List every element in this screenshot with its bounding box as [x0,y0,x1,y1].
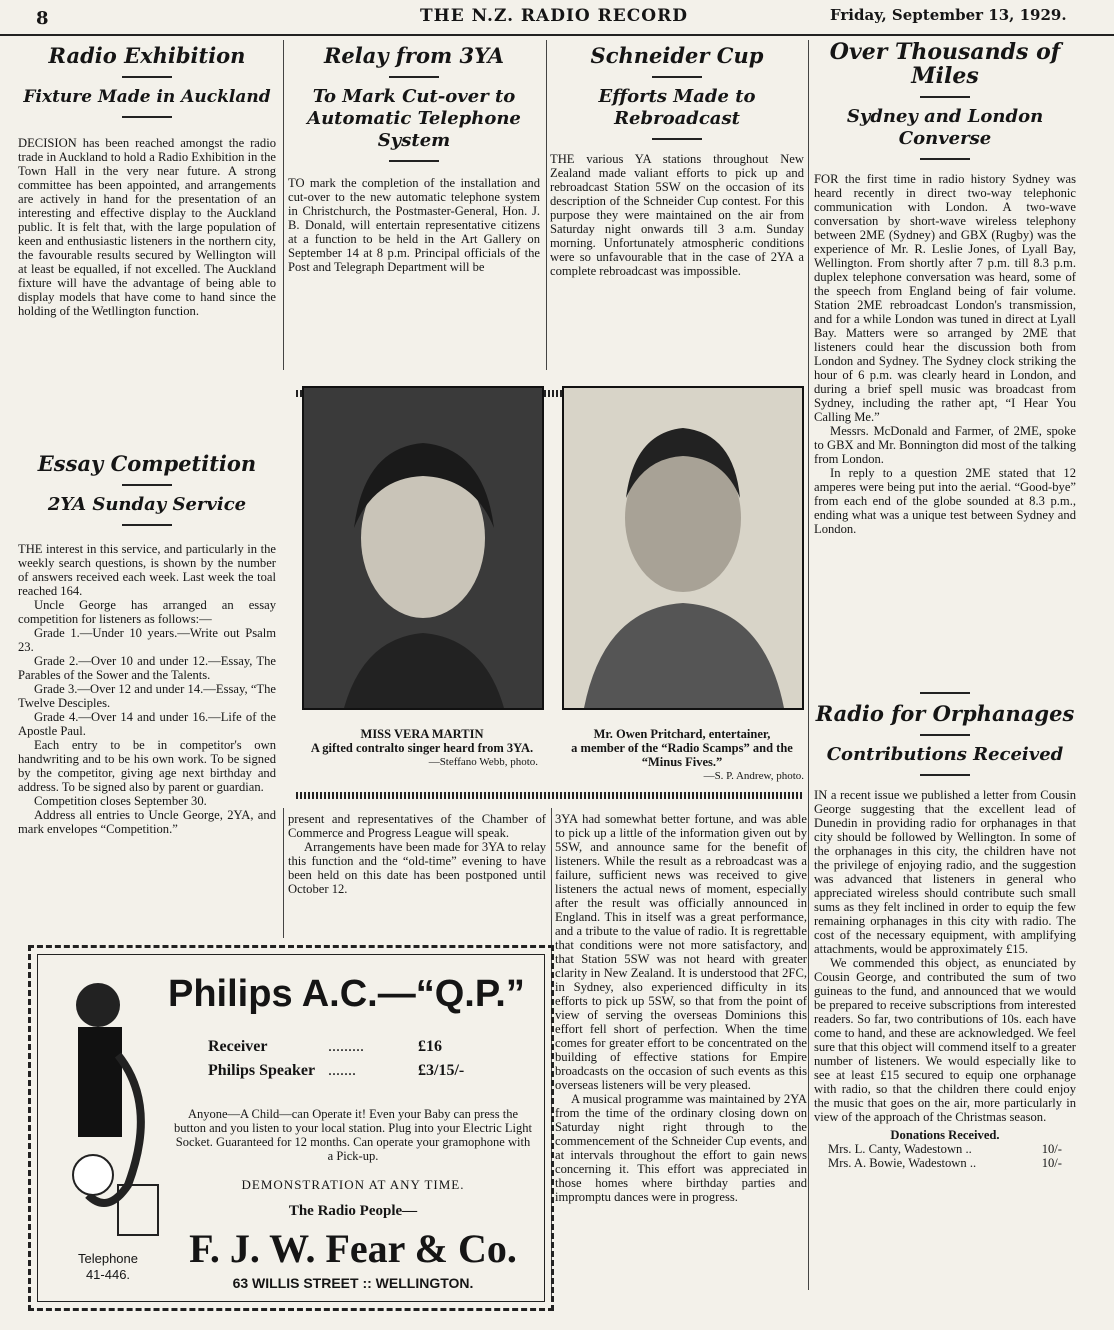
portrait-photo [302,386,544,710]
item-price: £3/15/- [418,1062,465,1079]
donor-name: Mrs. L. Canty, Wadestown .. [828,1142,972,1156]
article-paragraph: Messrs. McDonald and Farmer, of 2ME, spoke to GBX and Mr. Bonnington did most of the talking from London. [814,424,1076,466]
photo-caption [560,727,804,783]
headline: Radio Exhibition [48,43,246,68]
article-paragraph: IN a recent issue we published a letter from Cousin George suggesting that the excellent lead of Dunedin in providing radio for orphanages in that city should be followed by Wellington. In some of the orphanages in this city, the children have not the privilege of enjoying radio, and the suggestion was advanced that listeners in general who appreciated wireless should contribute such small sums as they felt inclined in order to equip the few remaining orphanages in this city with radio. The cost of the necessary equipment, with amplifying attachments, would be approximately £15. [814,788,1076,956]
article-paragraph: Address all entries to Uncle George, 2YA, and mark envelopes “Competition.” [18,808,276,836]
donation-amount: 10/- [1041,1142,1062,1156]
donation-row [814,1142,1076,1156]
photo-caption [306,727,538,769]
divider [920,96,970,98]
item-price: £16 [418,1038,442,1055]
item-leader: ....... [328,1062,356,1079]
divider [652,76,702,78]
divider [920,158,970,160]
caption-text: A gifted contralto singer heard from 3YA. [310,741,534,755]
donor-name: Mrs. A. Bowie, Wadestown .. [828,1156,977,1170]
article-paragraph: FOR the first time in radio history Sydney was heard recently in direct two-way telephonic communication with London. A two-wave conversation by short-wave wireless telephony between 2ME (Sydney) and GBX (Rugby) was the experience of Mr. R. Leslie Jones, of Lyall Bay, Wellington. From shortly after 7 p.m. till 8.3 p.m. duplex telephone conversation was heard, some of the speech from England being of fair volume. Station 2ME rebroadcast London's transmission, and for a while London was tuned in direct at Lyall Bay. Matters were so arranged by 2ME that listeners could hear the discussion both from London and Sydney. The Sydney clock striking the hour of 6 p.m. was clearly heard in London, and during a brief spell music was broadcast from Sydney, including the rather apt, “I Hear You Calling Me.” [814,172,1076,424]
divider [920,734,970,736]
portrait-photo [562,386,804,710]
article-radio-orphanages [814,692,1076,1170]
article-schneider-cup [550,44,804,278]
donations-title: Donations Received. [890,1128,1000,1142]
divider [122,484,172,486]
article-paragraph: Arrangements have been made for 3YA to relay this function and the “old-time” evening to have been held on this date has been postponed until October 12. [288,840,546,896]
divider [920,692,970,694]
ad-demo: DEMONSTRATION AT ANY TIME. [241,1177,465,1192]
list-item: Grade 3.—Over 12 and under 14.—Essay, “The Twelve Desciples. [18,682,276,710]
column-rule [283,808,284,938]
headline: Schneider Cup [590,43,764,68]
ad-frame [37,954,545,1302]
article-paragraph: DECISION has been reached amongst the radio trade in Auckland to hold a Radio Exhibition in the Town Hall in the very near future. A strong committee has been appointed, and arrangements are actively in hand for the presentation of an interesting and effective display to the Auckland public. It is felt that, with the large population of keen and enthusiastic listeners in the northern city, the favourable results secured by Wellington will at least be equalled, if not excelled. The Auckland fixture will have the advantage of being able to display models that have come to hand since the holding of the Wetllington function. [18,136,276,318]
article-paragraph: A musical programme was maintained by 2YA from the time of the ordinary closing down on Saturday night right through to the commencement of the Schneider Cup events, and at intervals throughout the effort to gain news concerning it. This effort was appreciated in those homes where birthday parties and impromptu dances were in progress. [555,1092,807,1204]
item-leader: ......... [328,1038,364,1055]
page-number: 8 [36,8,49,29]
price-row [208,1059,508,1083]
subheadline: Sydney and London Converse [846,106,1044,149]
publication-title: THE N.Z. RADIO RECORD [420,6,688,26]
article-essay-competition [18,452,276,836]
item-label: Philips Speaker [208,1062,316,1079]
column-rule [283,40,284,370]
masthead [0,0,1114,36]
portrait-icon [304,388,542,708]
portrait-icon [564,388,802,708]
headline: Essay Competition [37,451,257,476]
ad-price-list [208,1035,508,1083]
divider [920,774,970,776]
issue-date: Friday, September 13, 1929. [830,6,1067,24]
ad-tagline: The Radio People— [288,1203,418,1219]
list-item: Grade 4.—Over 14 and under 16.—Life of the Apostle Paul. [18,710,276,738]
article-paragraph: Competition closes September 30. [34,794,207,808]
donation-row [814,1156,1076,1170]
article-paragraph: 3YA had somewhat better fortune, and was able to pick up a little of the information given out by 5SW, and announce same for the benefit of listeners. While the result as a rebroadcast was a failure, sufficient news was received to give listeners the actual news of moment, especially after the result was officially announced in England. This in itself was a great performance, and a tribute to the value of radio. It is regrettable that conditions were not more satisfactory, and that Station 5SW was not heard with greater clarity in New Zealand. It is understood that 2FC, in Sydney, also experienced difficulty in its efforts to pick up 5SW, so that from the point of view of serving the overseas Dominions this effort fell short of perfection. When the time comes for greater effort to be concentrated on the building of effective stations for Empire broadcasts on the occasion of such events as this overseas listeners will be very pleased. [555,812,807,1092]
company-name: F. J. W. Fear & Co. [189,1226,517,1271]
divider [652,138,702,140]
ad-blurb: Anyone—A Child—can Operate it! Even your Baby can press the button and you listen to your local station. Plug into your Electric Light Socket. Guaranteed for 12 months. Can operate your gramophone with a Pick-up. [174,1107,532,1163]
article-paragraph: TO mark the completion of the installation and cut-over to the new automatic telephone system in Christchurch, the Postmaster-General, Hon. J. B. Donald, will entertain representative citizens at a function to be held in the Art Gallery on September 14 at 8 p.m. Principal officials of the Post and Telegraph Department will be [288,176,540,274]
saxophone-player-icon [48,965,168,1245]
column-rule [808,40,809,1290]
donation-amount: 10/- [1041,1156,1062,1170]
headline: Radio for Orphanages [815,701,1075,726]
phone-number: 41-446. [85,1267,131,1282]
photo-credit: —S. P. Andrew, photo. [703,770,804,782]
ad-title: Philips A.C.—“Q.P.” [168,973,525,1015]
caption-text: a member of the “Radio Scamps” and the “Minus Fives.” [571,741,793,769]
philips-advertisement [28,945,554,1311]
article-radio-exhibition [18,44,276,318]
price-row [208,1035,508,1059]
subheadline: Contributions Received [826,744,1064,765]
article-paragraph: present and representatives of the Chamber of Commerce and Progress League will speak. [288,812,546,840]
caption-name: MISS VERA MARTIN [360,727,484,741]
article-relay-3ya [288,44,540,274]
divider [389,160,439,162]
photo-border-bottom [296,792,804,799]
item-label: Receiver [208,1038,268,1055]
divider [122,116,172,118]
column-rule [546,40,547,370]
article-paragraph: Uncle George has arranged an essay competition for listeners as follows:— [18,598,276,626]
list-item: Grade 2.—Over 10 and under 12.—Essay, The Parables of the Sower and the Talents. [18,654,276,682]
subheadline: To Mark Cut-over to Automatic Telephone System [307,86,521,151]
article-thousands-of-miles [814,40,1076,536]
article-paragraph: THE various YA stations throughout New Zealand made valiant efforts to pick up and rebroadcast Station 5SW on the occasion of its description of the Schneider Cup contest. For this purpose they were maintained on the air from Saturday night onwards till 3 a.m. Sunday morning. Unfortunately atmospheric conditions were so unfavourable that in the case of 2YA a complete rebroadcast was impossible. [550,152,804,278]
phone-label: Telephone [78,1251,138,1266]
photo-credit: —Steffano Webb, photo. [428,756,538,768]
article-relay-3ya-continued [288,812,546,896]
ad-phone [58,1251,158,1283]
headline: Relay from 3YA [323,43,505,68]
company-address: 63 WILLIS STREET :: WELLINGTON. [232,1275,474,1291]
divider [122,524,172,526]
subheadline: 2YA Sunday Service [47,494,247,515]
article-paragraph: Each entry to be in competitor's own handwriting and to be his own work. To be signed by the competitor, giving age next birthday and address. To be signed also by parent or guardian. [18,738,276,794]
divider [122,76,172,78]
subheadline: Efforts Made to Rebroadcast [598,86,756,129]
list-item: Grade 1.—Under 10 years.—Write out Psalm 23. [18,626,276,654]
article-paragraph: THE interest in this service, and particularly in the weekly search questions, is shown by the number of answers received each week. Last week the toal reached 164. [18,542,276,598]
article-paragraph: In reply to a question 2ME stated that 12 amperes were being put into the aerial. “Good-bye” from each end of the globe sounded at 8.3 p.m., ending what was a unique test between Sydney and London. [814,466,1076,536]
divider [389,76,439,78]
headline: Over Thousands of Miles [829,39,1061,89]
subheadline: Fixture Made in Auckland [23,87,271,107]
article-paragraph: We commended this object, as enunciated by Cousin George, and contributed the sum of two guineas to the fund, and announced that we would be prepared to receive subscriptions from interested readers. So far, two contributions of 10s. each have come to hand, and these are acknowledged. We feel sure that this object will commend itself to a greater number of listeners. We would especially like to see at least £15 secured to equip one orphanage with radio, so that the children there could enjoy the music that goes on the air, more particularly in view of the approach of the Christmas season. [814,956,1076,1124]
caption-name: Mr. Owen Pritchard, entertainer, [593,727,771,741]
article-schneider-cup-continued [555,812,807,1204]
